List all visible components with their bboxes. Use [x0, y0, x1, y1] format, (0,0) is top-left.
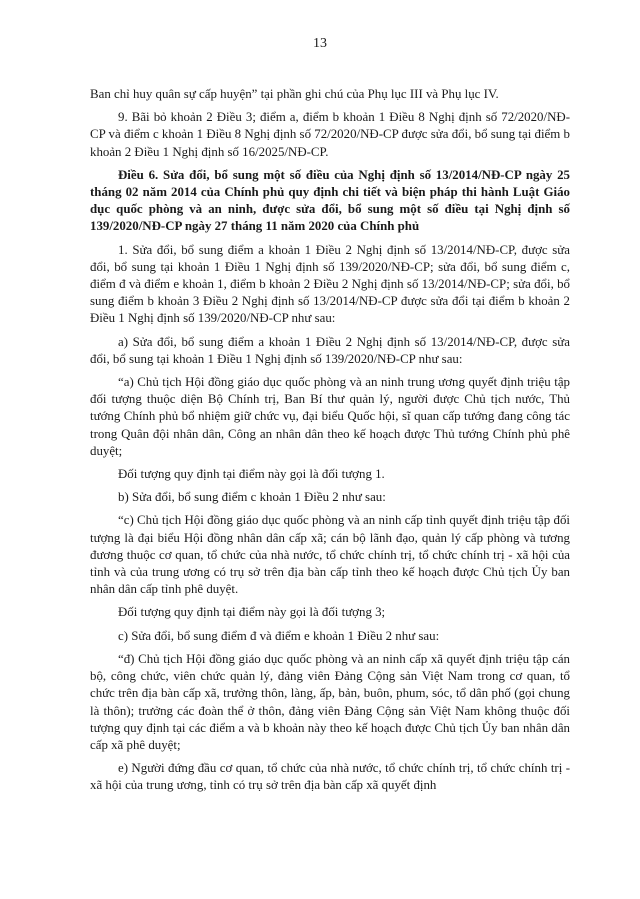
paragraph-target-1: Đối tượng quy định tại điểm này gọi là đối tượng 1.: [118, 467, 385, 482]
document-body: [90, 86, 570, 799]
paragraph-target-3: Đối tượng quy định tại điểm này gọi là đối tượng 3;: [118, 605, 386, 620]
paragraph-clause-1: 1. Sửa đổi, bổ sung điểm a khoản 1 Điều 2 Nghị định số 13/2014/NĐ-CP, được sửa đổi, bổ sung tại khoản 1 Điều 1 Nghị định số 139/2020/NĐ-CP; sửa đổi, bổ sung điểm c, điểm đ và điểm e khoản 1, điểm b khoản 2 Điều 2 Nghị định số 13/2014/NĐ-CP; sửa đổi, bổ sung điểm b khoản 3 Điều 2 Nghị định số 13/2014/NĐ-CP được sửa đổi tại điểm b khoản 2 Điều 1 Nghị định số 139/2020/NĐ-CP như sau:: [90, 242, 570, 326]
paragraph-continuation: Ban chỉ huy quân sự cấp huyện” tại phần ghi chú của Phụ lục III và Phụ lục IV.: [90, 87, 499, 101]
paragraph-point-c: c) Sửa đổi, bổ sung điểm đ và điểm e khoản 1 Điều 2 như sau:: [118, 628, 440, 643]
article-6-heading: Điều 6. Sửa đổi, bổ sung một số điều của Nghị định số 13/2014/NĐ-CP ngày 25 tháng 02 năm 2014 của Chính phủ quy định chi tiết và biện pháp thi hành Luật Giáo dục quốc phòng và an ninh, được sửa đổi, bổ sung một số điều tại Nghị định số 139/2020/NĐ-CP ngày 27 tháng 11 năm 2020 của Chính phủ: [90, 167, 570, 234]
paragraph-item-9: 9. Bãi bỏ khoản 2 Điều 3; điểm a, điểm b khoản 1 Điều 8 Nghị định số 72/2020/NĐ-CP và điểm c khoản 1 Điều 8 Nghị định số 72/2020/NĐ-CP được sửa đổi, bổ sung tại điểm b khoản 2 Điều 1 Nghị định số 16/2025/NĐ-CP.: [90, 110, 570, 159]
paragraph-point-e: e) Người đứng đầu cơ quan, tổ chức của nhà nước, tổ chức chính trị, tổ chức chính trị - xã hội của trung ương, tỉnh có trụ sở trên địa bàn cấp xã quyết định: [90, 761, 570, 793]
paragraph-quote-a: “a) Chủ tịch Hội đồng giáo dục quốc phòng và an ninh trung ương quyết định triệu tập đối tượng thuộc diện Bộ Chính trị, Ban Bí thư quản lý, người được Chủ tịch nước, Thủ tướng Chính phủ bổ nhiệm giữ chức vụ, đại biểu Quốc hội, sĩ quan cấp tướng đang công tác trong Quân đội nhân dân, Công an nhân dân theo kế hoạch được Thủ tướng Chính phủ phê duyệt;: [90, 375, 570, 458]
page-number: 13: [313, 36, 327, 51]
paragraph-quote-c: “c) Chủ tịch Hội đồng giáo dục quốc phòng và an ninh cấp tỉnh quyết định triệu tập đối tượng là đại biểu Hội đồng nhân dân cấp xã; cán bộ lãnh đạo, quản lý cấp phòng và tương đương thuộc cơ quan, tổ chức của nhà nước, tổ chức chính trị, tổ chức chính trị - xã hội của tỉnh và của trung ương có trụ sở trên địa bàn cấp tỉnh theo kế hoạch được Chủ tịch Ủy ban nhân dân cấp tỉnh phê duyệt.: [90, 513, 570, 597]
paragraph-quote-dd: “đ) Chủ tịch Hội đồng giáo dục quốc phòng và an ninh cấp xã quyết định triệu tập cán bộ, công chức, viên chức quản lý, đảng viên Đảng Cộng sản Việt Nam trong cơ quan, tổ chức trên địa bàn cấp xã, trưởng thôn, làng, ấp, bản, buôn, phum, sóc, tổ dân phố (gọi chung là thôn); trưởng các đoàn thể ở thôn, đảng viên Đảng Cộng sản Việt Nam không thuộc đối tượng quy định tại các điểm a và b khoản này theo kế hoạch được Chủ tịch Ủy ban nhân dân cấp xã phê duyệt;: [90, 651, 570, 752]
paragraph-point-a: a) Sửa đổi, bổ sung điểm a khoản 1 Điều 2 Nghị định số 13/2014/NĐ-CP, được sửa đổi, bổ sung tại khoản 1 Điều 1 Nghị định số 139/2020/NĐ-CP như sau:: [90, 334, 570, 366]
paragraph-point-b: b) Sửa đổi, bổ sung điểm c khoản 1 Điều 2 như sau:: [118, 490, 386, 505]
